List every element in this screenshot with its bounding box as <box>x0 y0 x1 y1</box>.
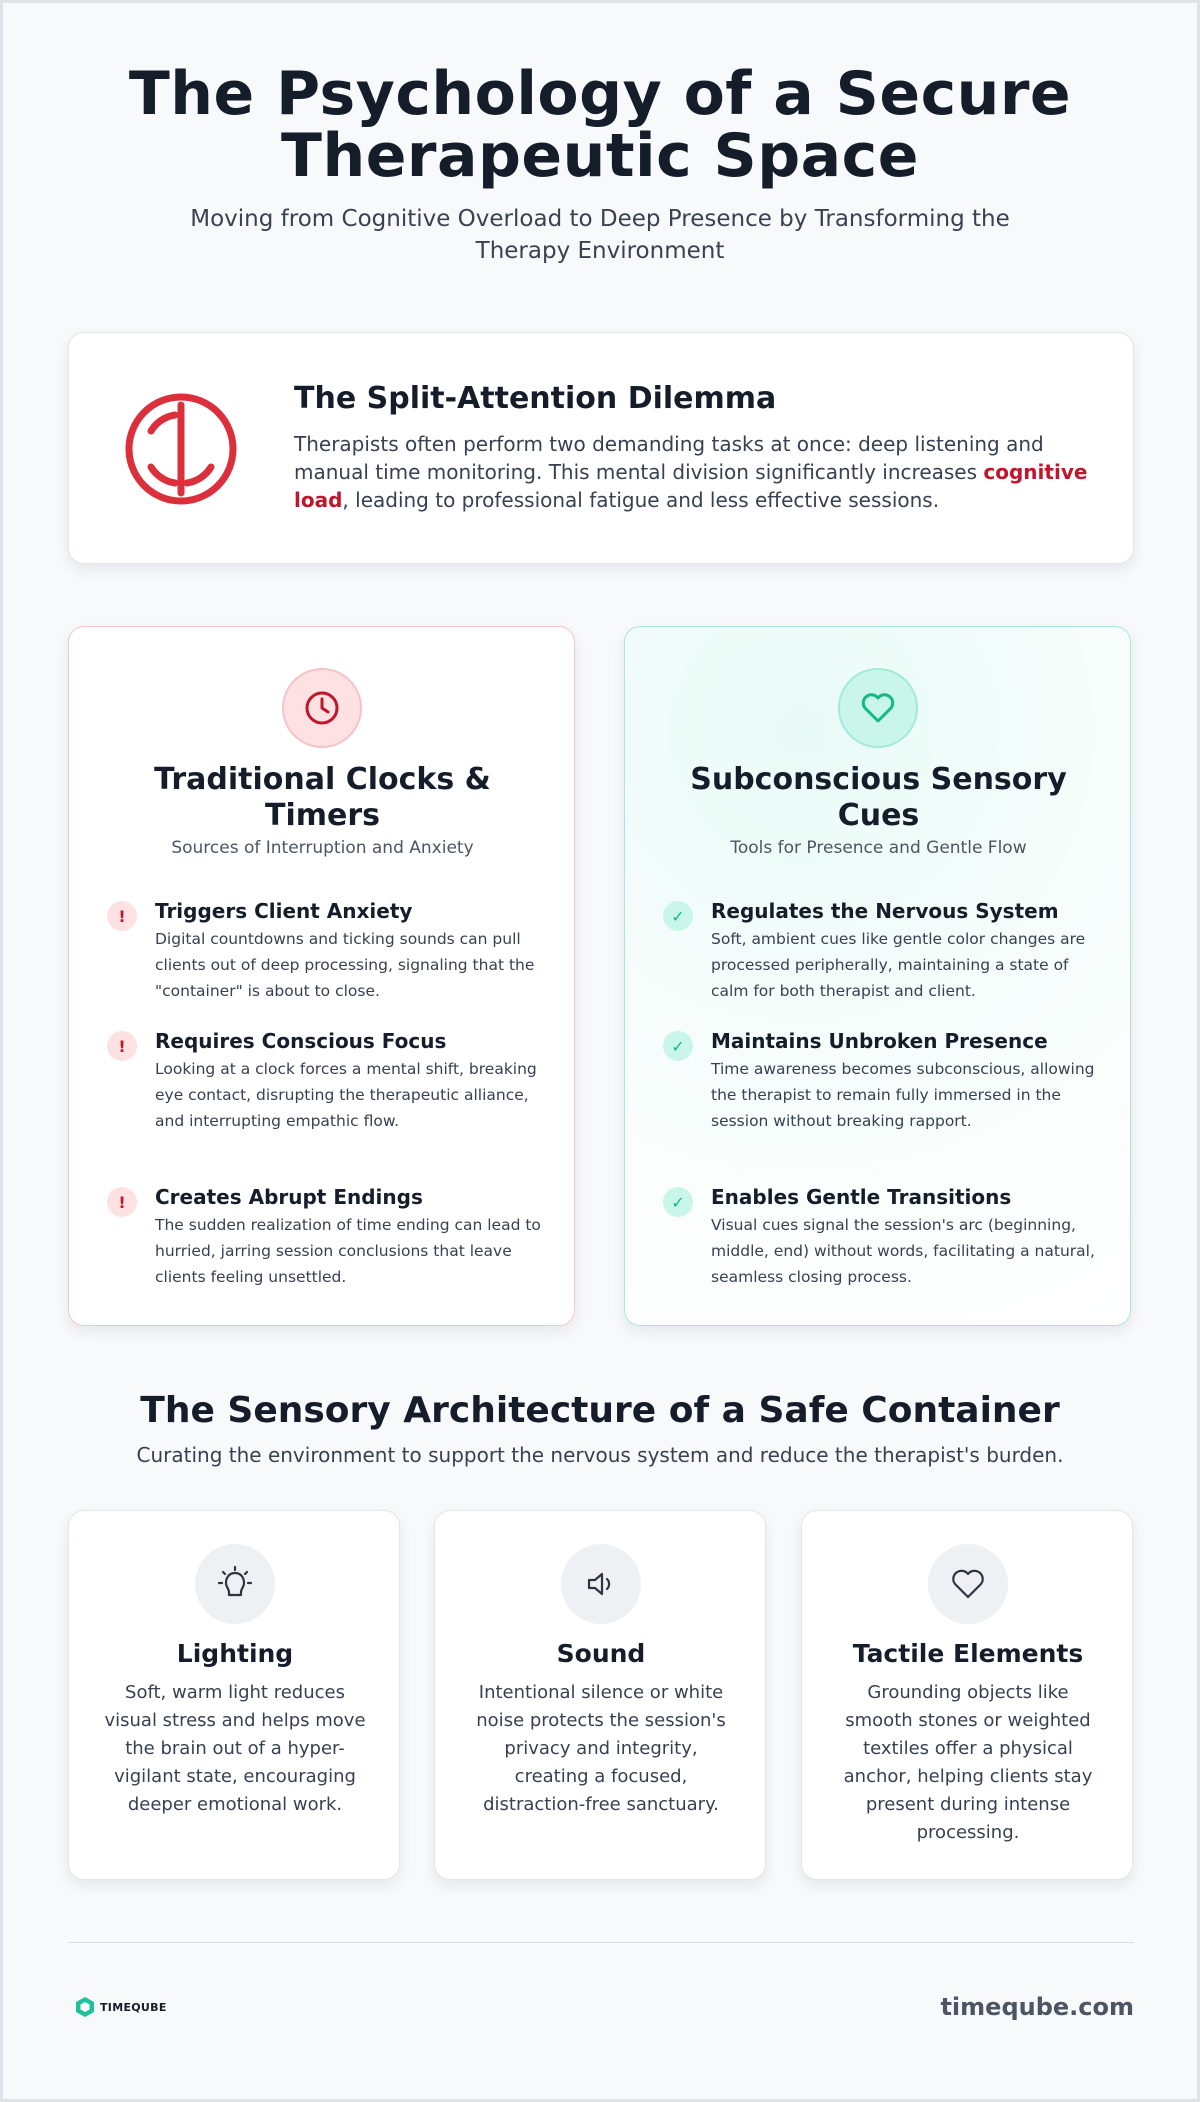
timeqube-logo[interactable] <box>75 1996 167 2018</box>
item-text: The sudden realization of time ending can lead to hurried, jarring session conclusions that leave clients feeling unsettled. <box>155 1216 541 1286</box>
clock-icon <box>282 668 362 748</box>
traditional-clocks-card <box>68 626 575 1326</box>
sound-title: Sound <box>556 1639 646 1668</box>
warning-icon: ! <box>107 1187 137 1217</box>
dilemma-text-end: , leading to professional fatigue and less effective sessions. <box>342 488 940 512</box>
item-title: Creates Abrupt Endings <box>155 1185 423 1209</box>
sound-text: Intentional silence or white noise protects the session's privacy and integrity, creating a focused, distraction-free sanctuary. <box>476 1682 726 1815</box>
item-title: Enables Gentle Transitions <box>711 1185 1012 1209</box>
traditional-title: Traditional Clocks & Timers <box>154 762 491 833</box>
footer-divider <box>68 1942 1134 1943</box>
check-icon: ✓ <box>663 1031 693 1061</box>
item-text: Looking at a clock forces a mental shift, breaking eye contact, disrupting the therapeutic alliance, and interrupting empathic flow. <box>155 1060 537 1130</box>
sensory-subtitle: Tools for Presence and Gentle Flow <box>730 838 1027 858</box>
dilemma-card <box>68 332 1134 564</box>
hexagon-logo-icon <box>75 1996 95 2018</box>
cognitive-load-highlight: cognitive load <box>294 460 1088 512</box>
heart-icon <box>928 1544 1008 1624</box>
dilemma-text <box>294 430 1094 514</box>
speaker-icon <box>561 1544 641 1624</box>
dilemma-title: The Split-Attention Dilemma <box>294 381 777 416</box>
item-text: Digital countdowns and ticking sounds can pull clients out of deep processing, signaling that the "container" is about to close. <box>155 930 535 1000</box>
item-text: Time awareness becomes subconscious, allowing the therapist to remain fully immersed in the session without breaking rapport. <box>711 1060 1095 1130</box>
item-text: Soft, ambient cues like gentle color changes are processed peripherally, maintaining a state of calm for both therapist and client. <box>711 930 1086 1000</box>
item-title: Regulates the Nervous System <box>711 899 1059 923</box>
tactile-title: Tactile Elements <box>852 1639 1084 1668</box>
architecture-subtitle: Curating the environment to support the nervous system and reduce the therapist's burden. <box>136 1443 1064 1467</box>
header <box>3 59 1197 267</box>
lighting-card <box>68 1510 400 1880</box>
website-link[interactable]: timeqube.com <box>940 1993 1134 2021</box>
check-icon: ✓ <box>663 1187 693 1217</box>
sensory-title: Subconscious Sensory Cues <box>690 762 1067 833</box>
logo-text: TIMEQUBE <box>100 2000 167 2014</box>
item-title: Requires Conscious Focus <box>155 1029 447 1053</box>
item-title: Maintains Unbroken Presence <box>711 1029 1048 1053</box>
tactile-card <box>801 1510 1133 1880</box>
traditional-subtitle: Sources of Interruption and Anxiety <box>171 838 474 858</box>
lighting-text: Soft, warm light reduces visual stress and helps move the brain out of a hyper-vigilant state, encouraging deeper emotional work. <box>104 1682 366 1815</box>
item-title: Triggers Client Anxiety <box>155 899 413 923</box>
page-title: The Psychology of a Secure Therapeutic Space <box>128 59 1072 191</box>
check-icon: ✓ <box>663 901 693 931</box>
warning-icon: ! <box>107 901 137 931</box>
page-subtitle: Moving from Cognitive Overload to Deep Presence by Transforming the Therapy Environment <box>190 206 1010 264</box>
sound-card <box>434 1510 766 1880</box>
sensory-cues-card <box>624 626 1131 1326</box>
dilemma-text-start: Therapists often perform two demanding tasks at once: deep listening and manual time monitoring. This mental division significantly increases <box>294 432 1044 484</box>
page <box>3 3 1197 2099</box>
warning-icon: ! <box>107 1031 137 1061</box>
lighting-title: Lighting <box>176 1639 294 1668</box>
tactile-text: Grounding objects like smooth stones or weighted textiles offer a physical anchor, helping clients stay present during intense processing. <box>843 1682 1093 1843</box>
lightbulb-icon <box>195 1544 275 1624</box>
architecture-title: The Sensory Architecture of a Safe Container <box>140 1390 1060 1431</box>
heart-icon <box>838 668 918 748</box>
item-text: Visual cues signal the session's arc (beginning, middle, end) without words, facilitating a natural, seamless closing process. <box>711 1216 1095 1286</box>
split-circle-icon <box>123 391 239 507</box>
